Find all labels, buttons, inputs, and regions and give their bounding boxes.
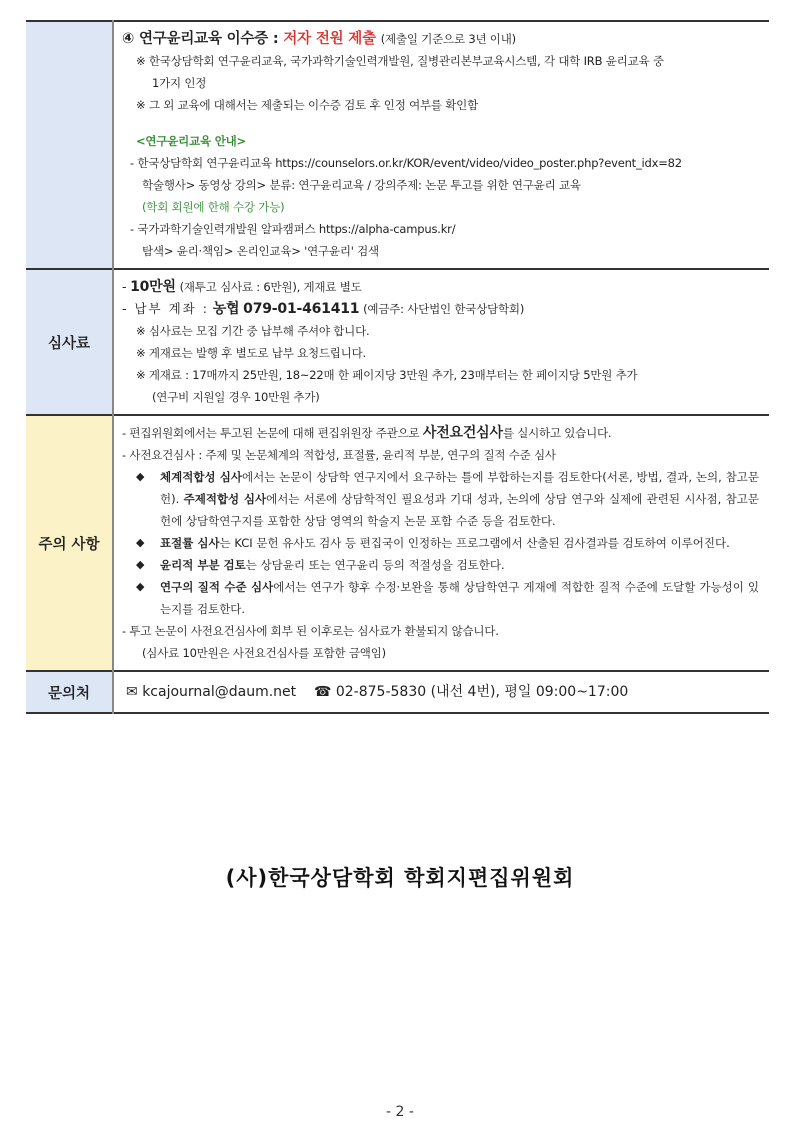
- refund-note: (심사료 10만원은 사전요건심사를 포함한 금액임): [142, 646, 386, 660]
- bullet-3-text: 는 상담윤리 또는 연구윤리 등의 적절성을 검토한다.: [245, 558, 505, 572]
- fee-note-1: ※ 심사료는 모집 기간 중 납부해 주셔야 합니다.: [136, 324, 370, 338]
- bullet-4-bold: 연구의 질적 수준 심사: [160, 580, 274, 594]
- guide-item-2-path: 탐색> 윤리·책임> 온리인교육> '연구윤리' 검색: [142, 244, 379, 258]
- item-number: ④: [122, 31, 135, 47]
- ethics-requirement: 저자 전원 제출: [283, 31, 376, 47]
- contact-content: [113, 671, 769, 713]
- fee-amount: 10만원: [130, 279, 176, 295]
- bullet-1-text: 에서는 논문이 상담학 연구지에서 요구하는 틀에 부합하는지를 검토한다(서론, 방법, 결과, 논의, 참고문헌).: [160, 470, 759, 506]
- bullet-2-text: 는 KCI 문헌 유사도 검사 등 편집국이 인정하는 프로그램에서 산출된 검사결과를 검토하여 이루어진다.: [219, 536, 730, 550]
- caution-intro-text: - 편집위원회에서는 투고된 논문에 대해 편집위원장 주관으로: [122, 426, 423, 440]
- caution-row: [26, 415, 769, 671]
- ethics-content: [113, 21, 769, 269]
- ethics-line2: ※ 그 외 교육에 대해서는 제출되는 이수증 검토 후 인정 여부를 확인함: [136, 98, 478, 112]
- account-prefix: - 납부 계좌 :: [122, 301, 209, 316]
- account-number: 079-01-461411: [243, 301, 360, 317]
- guide-title: <연구윤리교육 안내>: [136, 134, 246, 148]
- caution-content: [113, 415, 769, 671]
- organization-title: (사)한국상담학회 학회지편집위원회: [225, 866, 575, 890]
- submission-guide-table: [26, 20, 769, 714]
- bullet-4-text: 에서는 연구가 향후 수정·보완을 통해 상담학연구 게재에 적합한 질적 수준에 도달할 가능성이 있는지를 검토한다.: [160, 580, 759, 616]
- dash: -: [122, 279, 127, 294]
- ethics-title: 연구윤리교육 이수증 :: [138, 31, 279, 47]
- diamond-bullet-icon: ◆: [136, 558, 145, 571]
- fee-row: [26, 269, 769, 415]
- bullet-plagiarism-review: [122, 532, 769, 554]
- pre-review-bold: 사전요건심사: [422, 425, 503, 441]
- page-number: - 2 -: [386, 1104, 414, 1120]
- ethics-line1: ※ 한국상담학회 연구윤리교육, 국가과학기술인력개발원, 질병관리본부교육시스템, 각 대학 IRB 윤리교육 중: [136, 54, 664, 68]
- diamond-bullet-icon: ◆: [136, 580, 145, 593]
- fee-amount-note: (재투고 심사료 : 6만원), 게재료 별도: [179, 280, 362, 294]
- phone-icon: ☎: [313, 684, 332, 700]
- fee-note-3b: (연구비 지원일 경우 10만원 추가): [152, 390, 320, 404]
- caution-criteria: - 사전요건심사 : 주제 및 논문체계의 적합성, 표절률, 윤리적 부분, 연구의 질적 수준 심사: [122, 448, 556, 462]
- ethics-heading: [122, 28, 769, 50]
- contact-row: [26, 671, 769, 713]
- contact-label: 문의처: [26, 671, 113, 713]
- fee-note-3: ※ 게재료 : 17매까지 25만원, 18~22매 한 페이지당 3만원 추가, 23매부터는 한 페이지당 5만원 추가: [136, 368, 638, 382]
- contact-email[interactable]: kcajournal@daum.net: [142, 684, 297, 700]
- bank-name: 농협: [212, 301, 240, 317]
- ethics-row: [26, 21, 769, 269]
- account-line: [122, 298, 769, 320]
- ethics-line1b: 1가지 인정: [152, 76, 207, 90]
- bullet-3-bold: 윤리적 부분 검토: [160, 558, 246, 572]
- caution-intro-end: 를 실시하고 있습니다.: [502, 426, 612, 440]
- bullet-2-bold: 표절률 심사: [160, 536, 220, 550]
- contact-phone: 02-875-5830 (내선 4번), 평일 09:00~17:00: [335, 684, 629, 700]
- bullet-1-bold-2: 주제적합성 심사: [183, 492, 267, 506]
- guide-item-1[interactable]: - 한국상담학회 연구윤리교육 https://counselors.or.kr/KOR/event/video/video_poster.php?event_idx=82: [130, 156, 682, 170]
- fee-label: 심사료: [26, 269, 113, 415]
- bullet-structure-review: [122, 466, 769, 532]
- guide-item-2[interactable]: - 국가과학기술인력개발원 알파캠퍼스 https://alpha-campus.kr/: [130, 222, 456, 236]
- diamond-bullet-icon: ◆: [136, 470, 145, 483]
- guide-item-1-path: 학술행사> 동영상 강의> 분류: 연구윤리교육 / 강의주제: 논문 투고를 위한 연구윤리 교육: [142, 178, 581, 192]
- mail-icon: ✉: [126, 684, 138, 700]
- fee-content: [113, 269, 769, 415]
- fee-amount-line: [122, 276, 769, 298]
- refund-policy: - 투고 논문이 사전요건심사에 회부 된 이후로는 심사료가 환불되지 않습니다.: [122, 624, 499, 638]
- account-holder: (예금주: 사단법인 한국상담학회): [363, 302, 525, 316]
- bullet-1-bold: 체계적합성 심사: [160, 470, 242, 484]
- bullet-1-text-2: 에서는 서론에 상담학적인 필요성과 기대 성과, 논의에 상담 연구와 실제에 관련된 시사점, 참고문헌에 상담학연구지를 포함한 상담 영역의 학술지 논문 포함 수준 등을 검토한다.: [160, 492, 759, 528]
- fee-note-2: ※ 게재료는 발행 후 별도로 납부 요청드립니다.: [136, 346, 366, 360]
- ethics-note: (제출일 기준으로 3년 이내): [380, 32, 516, 46]
- bullet-ethics-review: [122, 554, 769, 576]
- guide-item-1-note: (학회 회원에 한해 수강 가능): [142, 200, 285, 214]
- caution-intro: [122, 422, 769, 444]
- ethics-label-cell: [26, 21, 113, 269]
- caution-label: 주의 사항: [26, 415, 113, 671]
- bullet-quality-review: [122, 576, 769, 620]
- diamond-bullet-icon: ◆: [136, 536, 145, 549]
